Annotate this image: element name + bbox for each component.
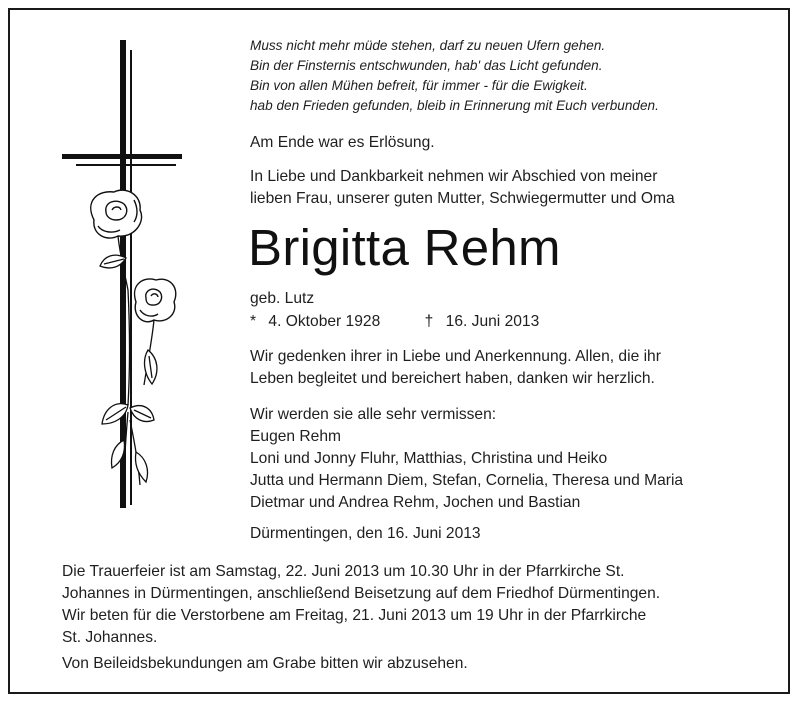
mourners-intro: Wir werden sie alle sehr vermissen:: [250, 406, 497, 423]
funeral-line: Die Trauerfeier ist am Samstag, 22. Juni 2013 um 10.30 Uhr in der Pfarrkirche St.: [62, 563, 625, 580]
poem-line: Bin der Finsternis entschwunden, hab' das Licht gefunden.: [250, 58, 603, 73]
mourner-line: Loni und Jonny Fluhr, Matthias, Christina und Heiko: [250, 450, 608, 467]
cross-with-roses-icon: [54, 40, 194, 510]
deceased-name: Brigitta Rehm: [248, 219, 561, 276]
funeral-line: Johannes in Dürmentingen, anschließend Beisetzung auf dem Friedhof Dürmentingen.: [62, 585, 661, 602]
mourner-line: Dietmar und Andrea Rehm, Jochen und Bastian: [250, 494, 581, 511]
place-date: Dürmentingen, den 16. Juni 2013: [250, 525, 481, 542]
remembrance-text: [250, 346, 661, 390]
farewell-line: In Liebe und Dankbarkeit nehmen wir Abschied von meiner: [250, 168, 658, 185]
death-date: 16. Juni 2013: [445, 313, 540, 330]
remembrance-line: Leben begleitet und bereichert haben, danken wir herzlich.: [250, 370, 655, 387]
mourners-block: [250, 404, 683, 514]
maiden-name: geb. Lutz: [250, 290, 315, 307]
life-dates: [250, 311, 539, 333]
funeral-info: [62, 561, 752, 675]
birth-date: 4. Oktober 1928: [268, 313, 381, 330]
poem-line: hab den Frieden gefunden, bleib in Erinnerung mit Euch verbunden.: [250, 98, 659, 113]
funeral-line: Wir beten für die Verstorbene am Freitag, 21. Juni 2013 um 19 Uhr in der Pfarrkirche: [62, 607, 647, 624]
farewell-line: lieben Frau, unserer guten Mutter, Schwiegermutter und Oma: [250, 190, 675, 207]
death-symbol: †: [424, 313, 434, 330]
poem-line: Muss nicht mehr müde stehen, darf zu neuen Ufern gehen.: [250, 38, 606, 53]
poem-line: Bin von allen Mühen befreit, für immer - für die Ewigkeit.: [250, 78, 588, 93]
mourner-line: Jutta und Hermann Diem, Stefan, Cornelia, Theresa und Maria: [250, 472, 684, 489]
condolence-note: Von Beileidsbekundungen am Grabe bitten wir abzusehen.: [62, 655, 468, 672]
poem: [250, 36, 770, 116]
intro-text: Am Ende war es Erlösung.: [250, 134, 435, 151]
farewell-text: [250, 166, 675, 210]
birth-symbol: *: [250, 313, 257, 330]
funeral-line: St. Johannes.: [62, 629, 158, 646]
mourner-line: Eugen Rehm: [250, 428, 342, 445]
remembrance-line: Wir gedenken ihrer in Liebe und Anerkennung. Allen, die ihr: [250, 348, 661, 365]
